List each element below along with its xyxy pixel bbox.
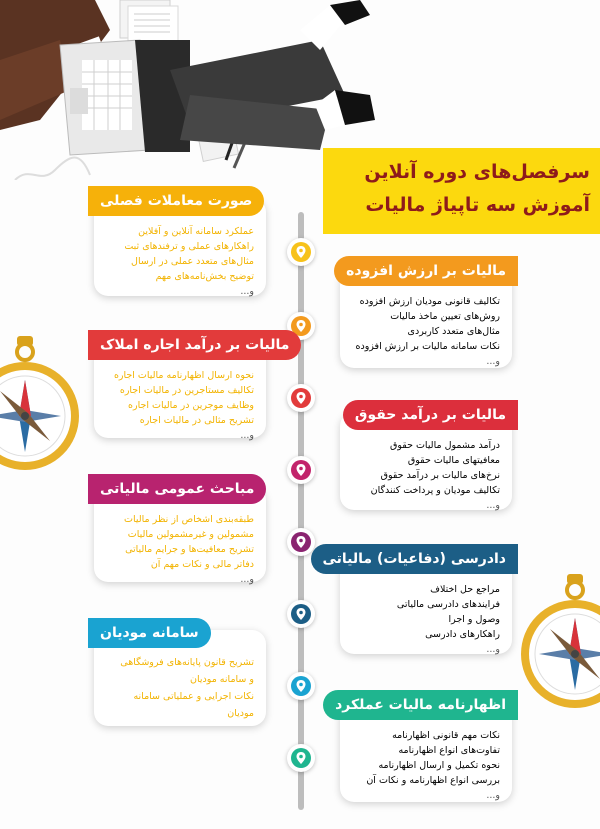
topic-item: نرخ‌های مالیات بر درآمد حقوق — [380, 470, 500, 481]
topic-item-list — [350, 294, 500, 369]
topic-item: دفاتر مالی و نکات مهم آن — [150, 559, 254, 570]
map-pin-icon — [291, 676, 311, 696]
map-pin-icon — [291, 604, 311, 624]
topic-item-list — [104, 224, 254, 299]
topic-item: مثال‌های متعدد عملی در ارسال — [131, 256, 254, 267]
topic-item: تکالیف مستاجرین در مالیات اجاره — [119, 385, 254, 396]
topic-item: روش‌های تعیین ماخذ مالیات — [390, 311, 500, 322]
topic-item: درآمد مشمول مالیات حقوق — [390, 440, 500, 451]
topic-item-list — [104, 368, 254, 443]
map-pin-icon — [291, 388, 311, 408]
compass-icon — [0, 336, 80, 476]
topic-item: وصول و اجرا — [448, 614, 500, 625]
topic-item-more: و... — [240, 286, 254, 297]
topic-item: نحوه تکمیل و ارسال اظهارنامه — [378, 760, 500, 771]
compass-icon — [520, 574, 600, 714]
topic-item: راهکارهای دادرسی — [425, 629, 500, 640]
topic-item: نکات سامانه مالیات بر ارزش افزوده — [355, 341, 500, 352]
topic-item: تشریح قانون پایانه‌های فروشگاهی — [120, 657, 254, 668]
topic-card-rental-income — [94, 337, 290, 441]
topic-card-taxpayers-system — [94, 625, 266, 726]
topic-card-heading: مالیات بر درآمد حقوق — [343, 400, 518, 430]
topic-item: توضیح بخش‌نامه‌های مهم — [155, 271, 254, 282]
course-title-banner — [323, 148, 600, 234]
topic-item: فرایندهای دادرسی مالیاتی — [396, 599, 500, 610]
course-title-line-2: آموزش سه تاپیاژ مالیات — [365, 194, 590, 216]
timeline-axis — [298, 212, 304, 810]
topic-card-heading: مباحث عمومی مالیاتی — [88, 474, 266, 504]
topic-item-more: و... — [240, 430, 254, 441]
topic-item-list — [350, 438, 500, 513]
location-pin-icon — [287, 456, 315, 484]
topic-item: تکالیف مودیان و پرداخت کنندگان — [370, 485, 500, 496]
location-pin-icon — [287, 672, 315, 700]
topic-card-salary-income — [340, 407, 512, 511]
location-pin-icon — [287, 528, 315, 556]
location-pin-icon — [287, 600, 315, 628]
topic-card-heading: سامانه مودیان — [88, 618, 211, 648]
topic-item: مراجع حل اختلاف — [430, 584, 500, 595]
topic-item-list — [104, 512, 254, 587]
map-pin-icon — [291, 748, 311, 768]
topic-item: تشریح مثالی در مالیات اجاره — [139, 415, 254, 426]
topic-item-more: و... — [240, 574, 254, 585]
topic-item: تشریح معافیت‌ها و جرایم مالیاتی — [125, 544, 254, 555]
topic-card-heading: صورت معاملات فصلی — [88, 186, 264, 216]
topic-item: مودیان — [227, 708, 254, 719]
topic-item: تفاوت‌های انواع اظهارنامه — [398, 745, 500, 756]
topic-card-heading: مالیات بر ارزش افزوده — [334, 256, 518, 286]
topic-item: و سامانه مودیان — [190, 674, 254, 685]
course-title-line-1: سرفصل‌های دوره آنلاین — [364, 161, 590, 183]
topic-item-list — [350, 582, 500, 657]
topic-item: مثال‌های متعدد کاربردی — [407, 326, 500, 337]
topic-item: وظایف موجرین در مالیات اجاره — [128, 400, 254, 411]
topic-item: عملکرد سامانه آنلاین و آفلاین — [138, 226, 254, 237]
location-pin-icon — [287, 744, 315, 772]
map-pin-icon — [291, 532, 311, 552]
topic-item-more: و... — [486, 500, 500, 511]
topic-item-more: و... — [486, 356, 500, 367]
topic-item-list — [350, 728, 500, 803]
map-pin-icon — [291, 242, 311, 262]
topic-item: مشمولین و غیرمشمولین مالیات — [127, 529, 254, 540]
topic-item-more: و... — [486, 790, 500, 801]
topic-item: تکالیف قانونی مودیان ارزش افزوده — [359, 296, 500, 307]
topic-card-vat — [340, 263, 512, 368]
location-pin-icon — [287, 238, 315, 266]
topic-card-heading: اظهارنامه مالیات عملکرد — [323, 690, 518, 720]
topic-item: معافیتهای مالیات حقوق — [407, 455, 500, 466]
map-pin-icon — [291, 460, 311, 480]
topic-card-seasonal-invoices — [94, 193, 266, 297]
topic-card-tax-litigation — [322, 551, 512, 655]
topic-item: نکات اجرایی و عملیاتی سامانه — [133, 691, 254, 702]
topic-item: بررسی انواع اظهارنامه و نکات آن — [366, 775, 500, 786]
topic-item: طبقه‌بندی اشخاص از نظر مالیات — [124, 514, 254, 525]
topic-item-list — [104, 654, 254, 722]
topic-item: نحوه ارسال اظهارنامه مالیات اجاره — [113, 370, 254, 381]
topic-card-heading: دادرسی (دفاعیات) مالیاتی — [311, 544, 519, 574]
topic-card-general-tax — [94, 481, 266, 585]
topic-item: نکات مهم قانونی اظهارنامه — [392, 730, 500, 741]
location-pin-icon — [287, 384, 315, 412]
topic-card-performance-returns — [335, 697, 512, 802]
topic-card-heading: مالیات بر درآمد اجاره املاک — [88, 330, 301, 360]
topic-item-more: و... — [486, 644, 500, 655]
topic-item: راهکارهای عملی و ترفندهای ثبت — [124, 241, 254, 252]
